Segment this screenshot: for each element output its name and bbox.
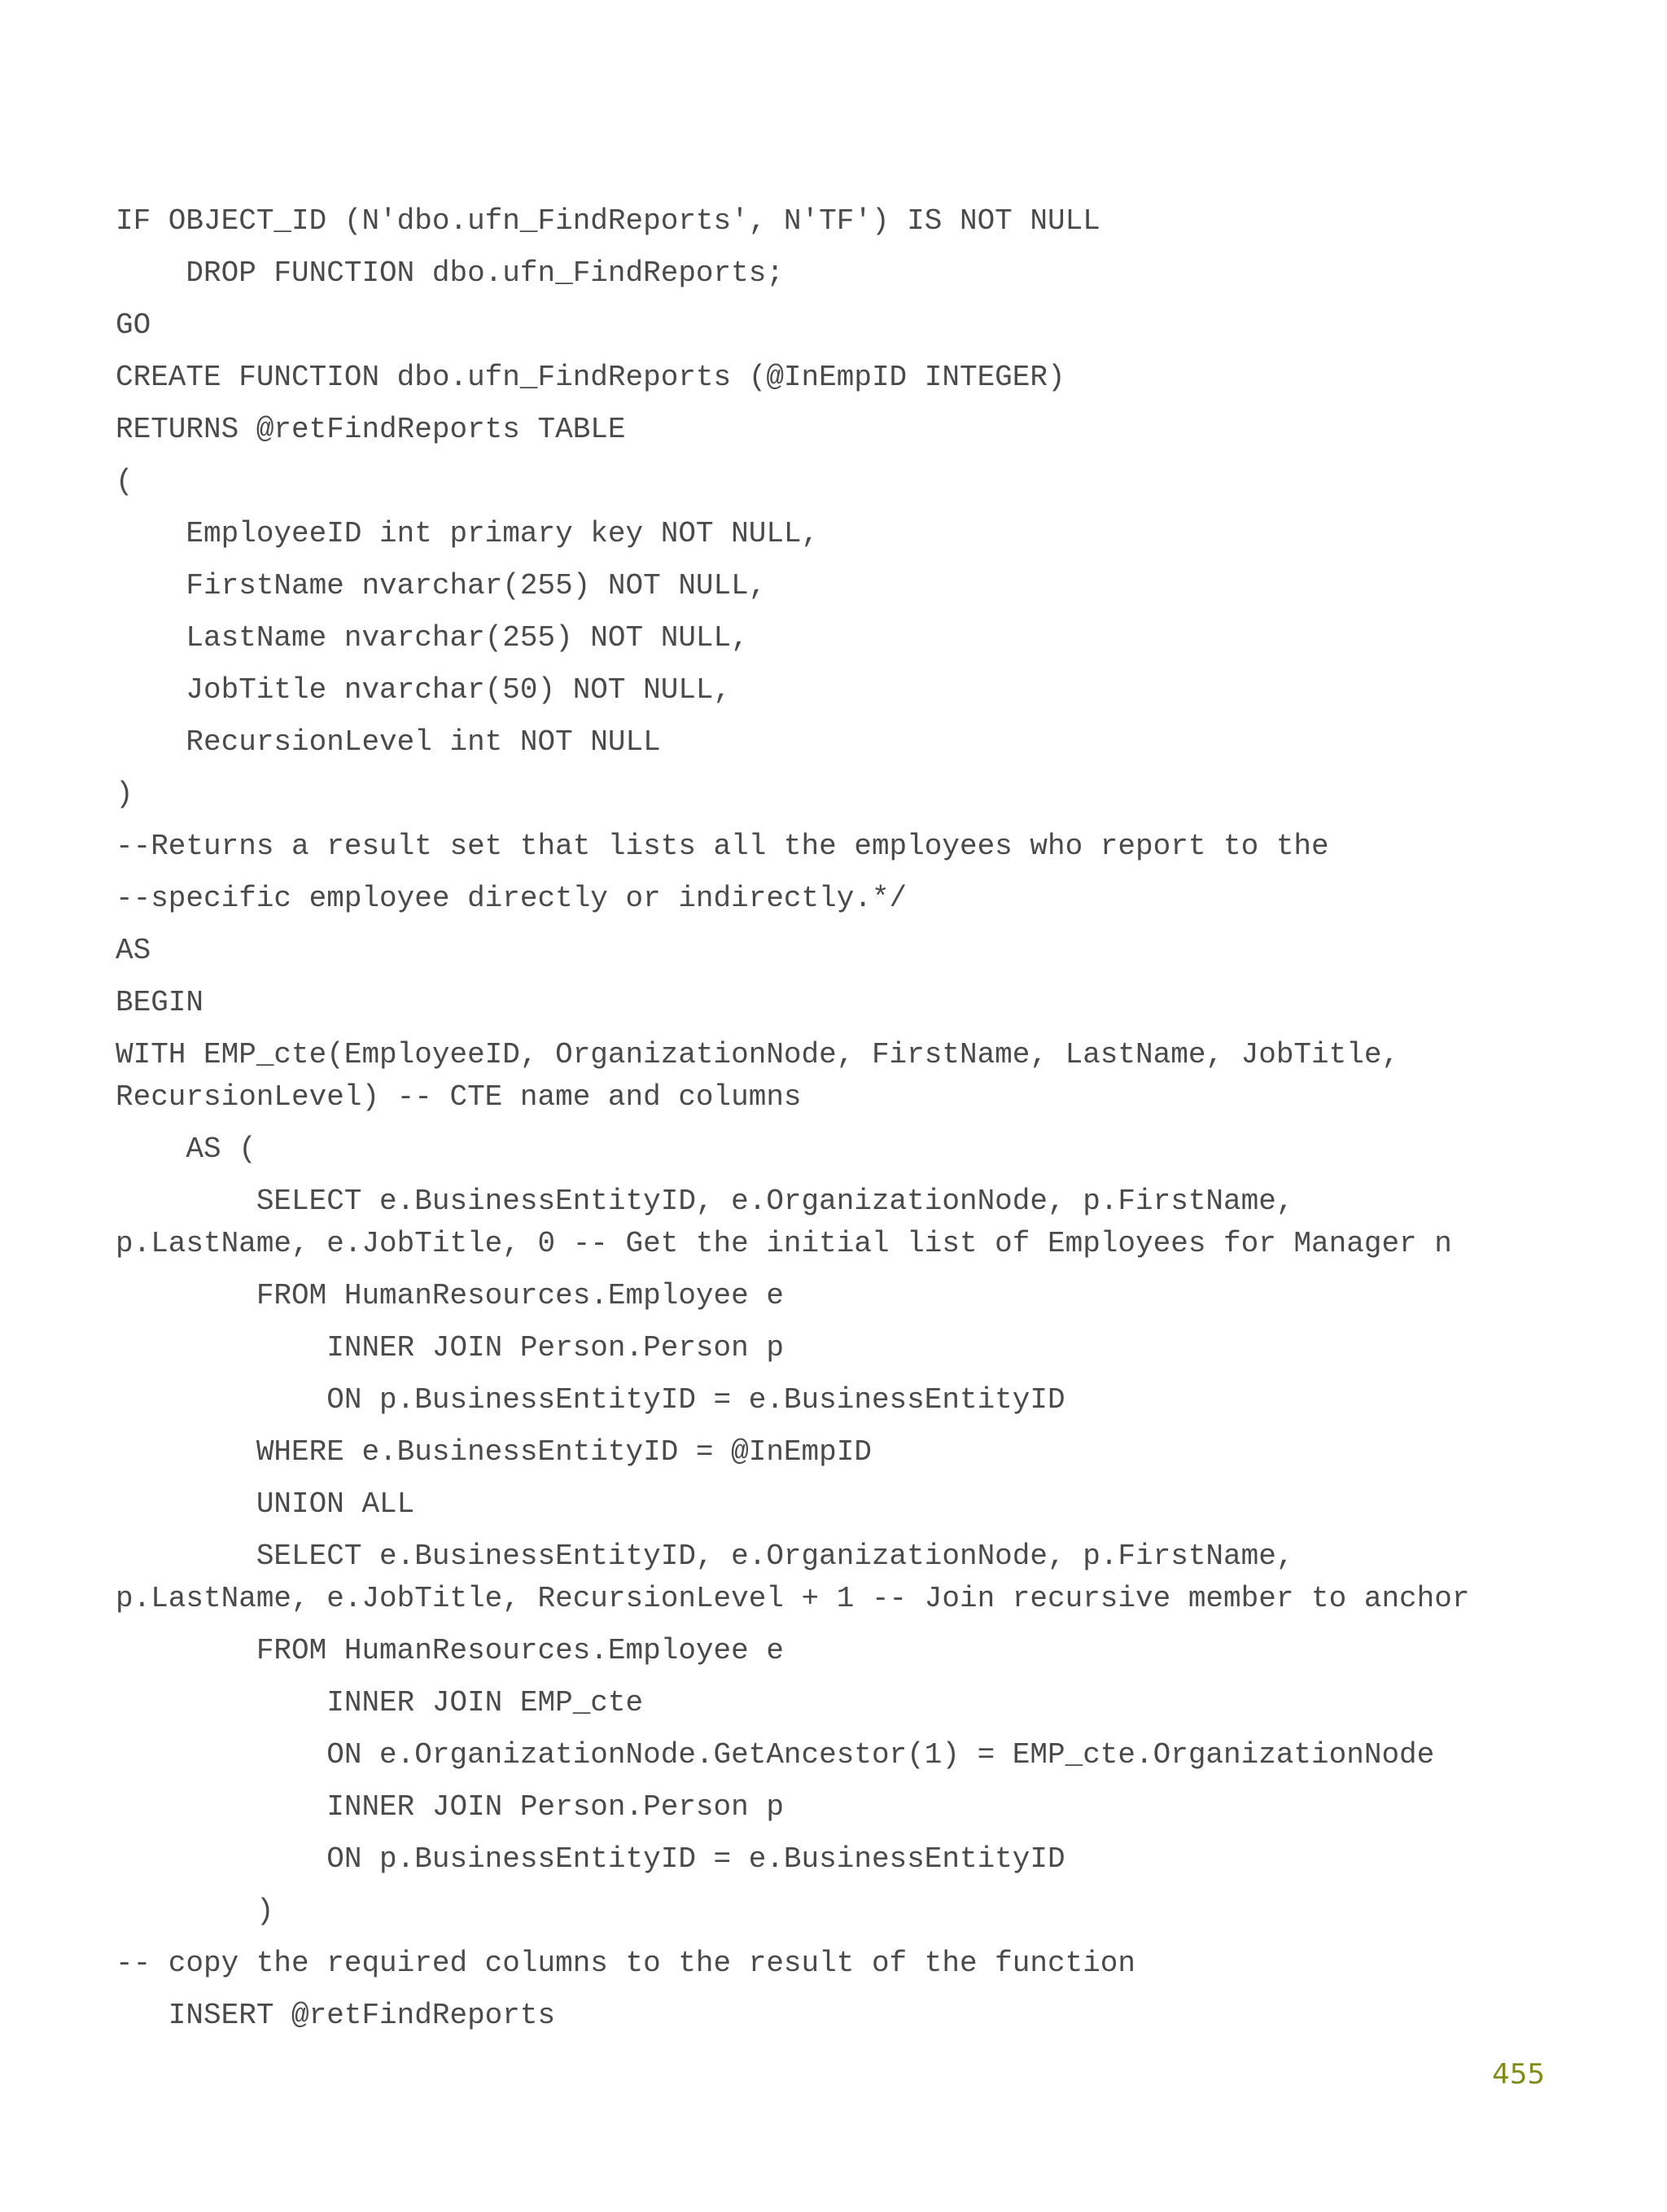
code-line: AS ( [116, 1132, 256, 1166]
code-line: ON e.OrganizationNode.GetAncestor(1) = EMP_cte.OrganizationNode [116, 1738, 1435, 1772]
code-line: UNION ALL [116, 1487, 415, 1521]
code-line: LastName nvarchar(255) NOT NULL, [116, 621, 749, 655]
code-line: RETURNS @retFindReports TABLE [116, 413, 626, 446]
code-line: GO [116, 309, 151, 342]
code-line: --specific employee directly or indirectly.*/ [116, 882, 908, 915]
code-line: ( [116, 465, 133, 498]
code-line: ) [116, 777, 133, 811]
code-line: p.LastName, e.JobTitle, 0 -- Get the initial list of Employees for Manager n [116, 1227, 1452, 1260]
code-line: -- copy the required columns to the result of the function [116, 1947, 1136, 1980]
code-line: INNER JOIN EMP_cte [116, 1686, 644, 1719]
code-line: p.LastName, e.JobTitle, RecursionLevel + 1 -- Join recursive member to anchor [116, 1582, 1470, 1615]
code-line: DROP FUNCTION dbo.ufn_FindReports; [116, 256, 784, 290]
code-line: SELECT e.BusinessEntityID, e.OrganizationNode, p.FirstName, [116, 1540, 1294, 1573]
code-listing [116, 195, 1621, 2042]
code-line: ON p.BusinessEntityID = e.BusinessEntityID [116, 1383, 1065, 1417]
code-line: SELECT e.BusinessEntityID, e.OrganizationNode, p.FirstName, [116, 1185, 1294, 1218]
code-line: JobTitle nvarchar(50) NOT NULL, [116, 673, 732, 707]
code-line: ) [116, 1894, 274, 1928]
code-line: FROM HumanResources.Employee e [116, 1279, 784, 1312]
code-line: FROM HumanResources.Employee e [116, 1634, 784, 1667]
code-line: ON p.BusinessEntityID = e.BusinessEntityID [116, 1842, 1065, 1876]
code-line: BEGIN [116, 986, 204, 1019]
page-number: 455 [1492, 2058, 1545, 2091]
code-line: INNER JOIN Person.Person p [116, 1790, 784, 1824]
code-line: INNER JOIN Person.Person p [116, 1331, 784, 1364]
code-line: WHERE e.BusinessEntityID = @InEmpID [116, 1435, 872, 1469]
code-line: --Returns a result set that lists all the employees who report to the [116, 830, 1329, 863]
code-line: RecursionLevel) -- CTE name and columns [116, 1080, 802, 1114]
code-line: INSERT @retFindReports [116, 1999, 556, 2032]
code-line: RecursionLevel int NOT NULL [116, 725, 661, 759]
code-line: CREATE FUNCTION dbo.ufn_FindReports (@InEmpID INTEGER) [116, 361, 1065, 394]
code-line: FirstName nvarchar(255) NOT NULL, [116, 569, 767, 602]
code-line: IF OBJECT_ID (N'dbo.ufn_FindReports', N'TF') IS NOT NULL [116, 204, 1100, 238]
code-line: WITH EMP_cte(EmployeeID, OrganizationNode, FirstName, LastName, JobTitle, [116, 1038, 1400, 1071]
code-line: EmployeeID int primary key NOT NULL, [116, 517, 820, 550]
code-line: AS [116, 934, 151, 967]
